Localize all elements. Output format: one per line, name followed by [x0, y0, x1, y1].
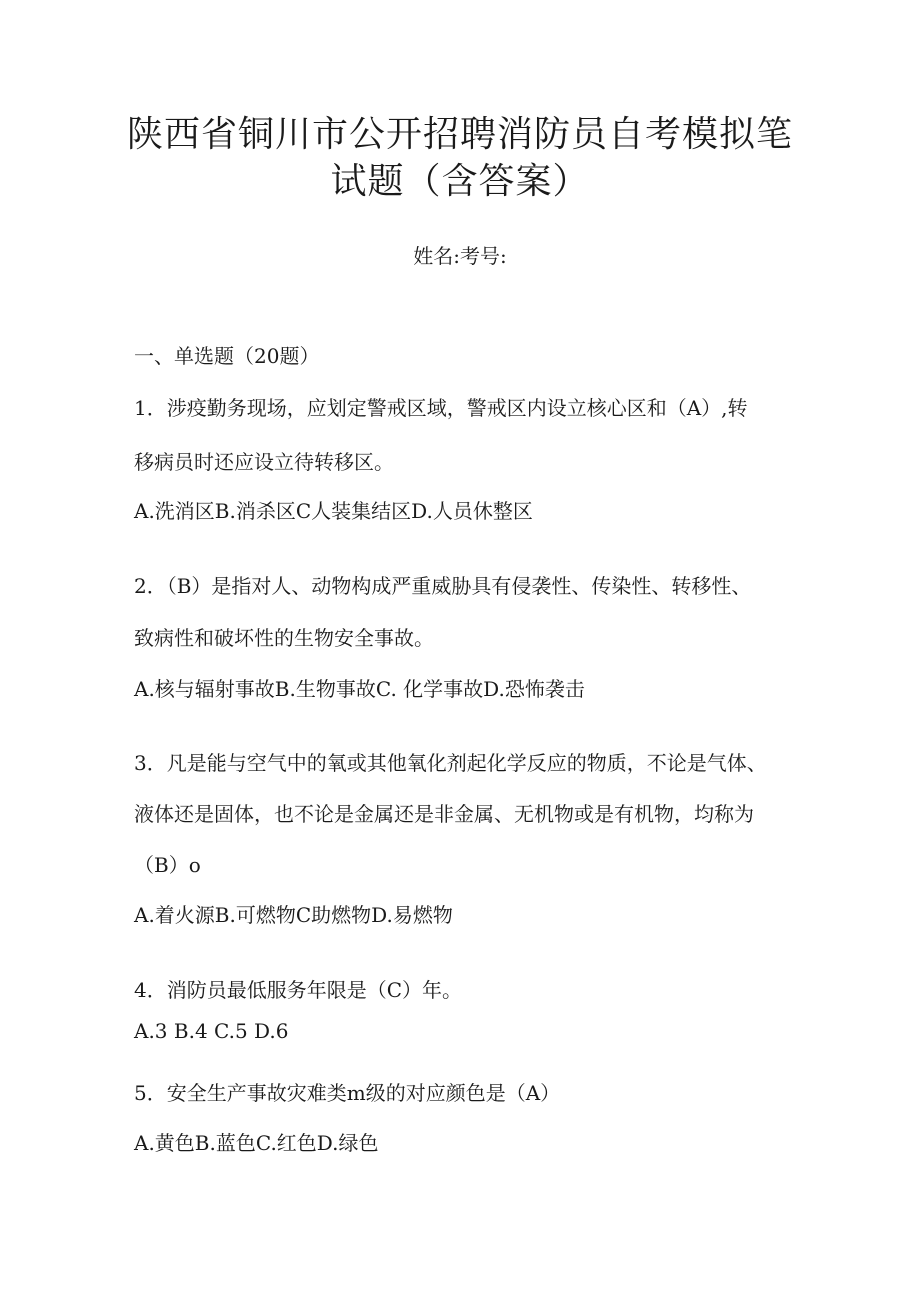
question-2-line-1: 2．（B）是指对人、动物构成严重威胁具有侵袭性、传染性、转移性、 — [134, 574, 752, 598]
question-4-line-1: 4．消防员最低服务年限是（C）年。 — [134, 978, 463, 1002]
document-title-line-2: 试题（含答案） — [330, 161, 590, 202]
question-1-line-2: 移病员时还应设立待转移区。 — [134, 450, 394, 474]
document-title-line-1: 陕西省铜川市公开招聘消防员自考模拟笔 — [126, 114, 793, 155]
question-3-line-2: 液体还是固体，也不论是金属还是非金属、无机物或是有机物，均称为 — [134, 802, 754, 826]
question-2-options: A.核与辐射事故B.生物事故C. 化学事故D.恐怖袭击 — [134, 677, 585, 701]
question-1-line-1: 1．涉疫勤务现场，应划定警戒区域，警戒区内设立核心区和（A）,转 — [134, 396, 748, 420]
question-4-options: A.3 B.4 C.5 D.6 — [134, 1019, 289, 1043]
question-3-line-1: 3．凡是能与空气中的氧或其他氧化剂起化学反应的物质，不论是气体、 — [134, 751, 767, 775]
question-3-line-3: （B）o — [134, 853, 201, 877]
question-2-line-2: 致病性和破坏性的生物安全事故。 — [134, 626, 434, 650]
question-3-options: A.着火源B.可燃物C助燃物D.易燃物 — [134, 903, 453, 927]
question-5-options: A.黄色B.蓝色C.红色D.绿色 — [134, 1131, 379, 1155]
section-heading: 一、单选题（20题） — [134, 344, 320, 368]
name-exam-number-line: 姓名:考号: — [413, 244, 507, 268]
question-1-options: A.洗消区B.消杀区C人装集结区D.人员休整区 — [134, 499, 533, 523]
question-5-line-1: 5．安全生产事故灾难类m级的对应颜色是（A） — [134, 1081, 561, 1105]
